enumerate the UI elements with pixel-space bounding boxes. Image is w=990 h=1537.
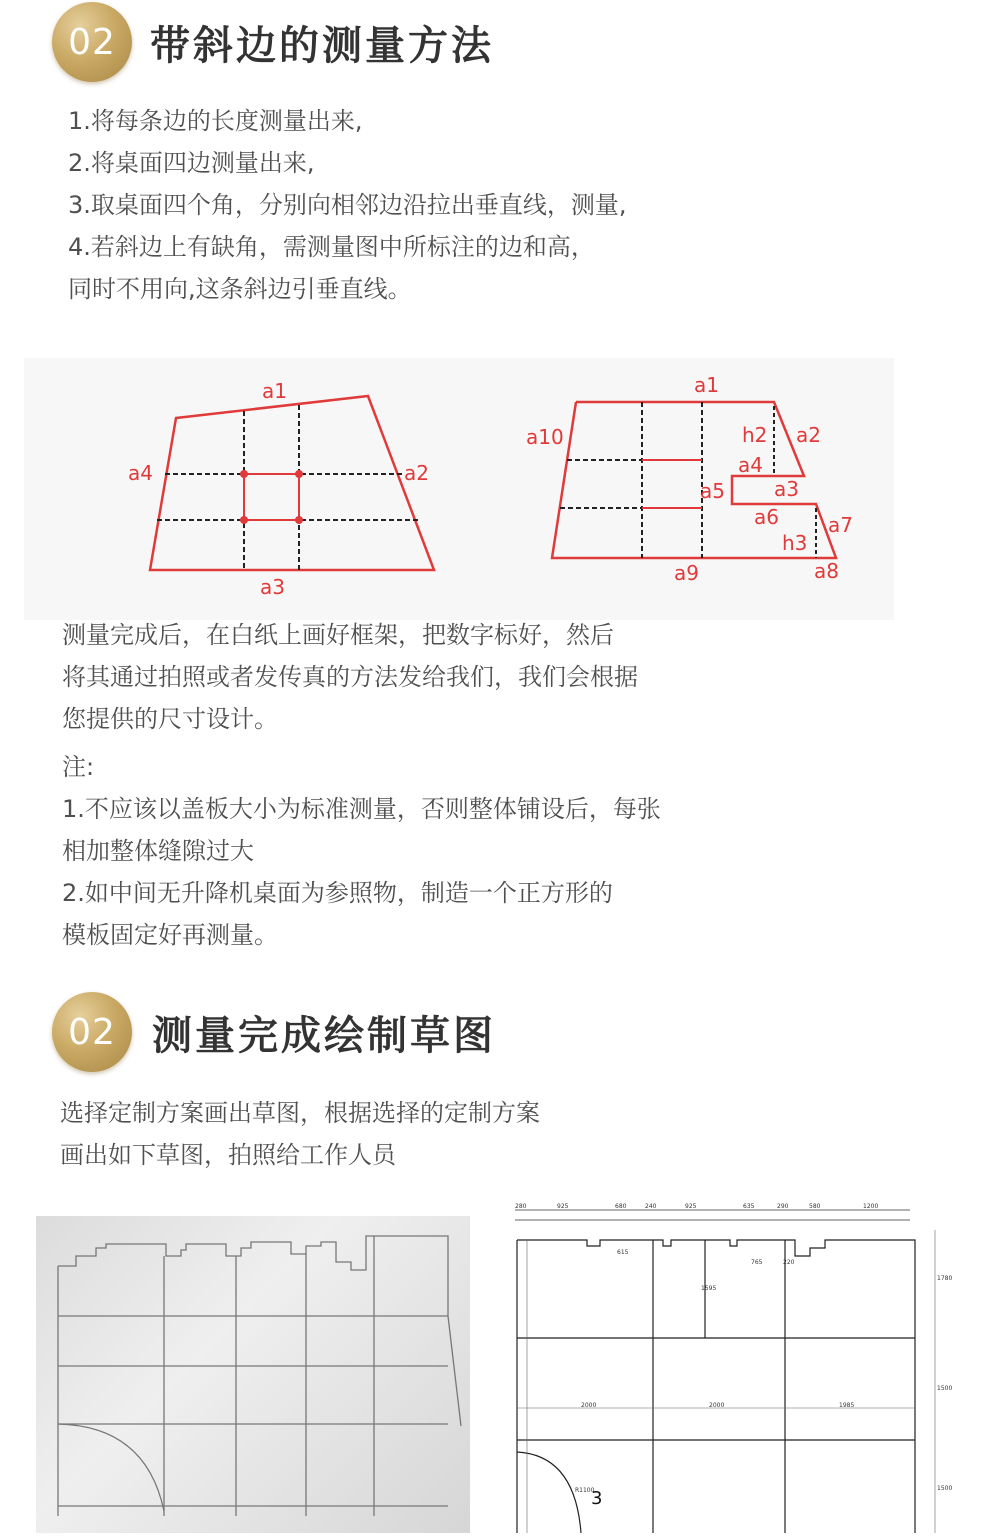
section-badge	[52, 992, 132, 1072]
step-line: 1.将每条边的长度测量出来,	[68, 107, 363, 135]
label-a1: a1	[262, 379, 287, 403]
step-line: 2.将桌面四边测量出来,	[68, 149, 315, 177]
right-dim: 1500	[937, 1385, 953, 1392]
label-a6: a6	[754, 505, 779, 529]
label-a10: a10	[526, 425, 564, 449]
label-a9: a9	[674, 561, 699, 585]
note-line: 1.不应该以盖板大小为标准测量，否则整体铺设后，每张	[62, 795, 661, 823]
top-dim: 925	[557, 1203, 569, 1210]
label-a2: a2	[404, 461, 429, 485]
cad-drawing-svg	[505, 1200, 957, 1533]
right-dim: 1500	[937, 1485, 953, 1492]
hand-sketch-drawing	[36, 1216, 470, 1533]
section-badge	[52, 2, 132, 82]
note-title: 注:	[62, 753, 95, 781]
top-dim: 580	[809, 1203, 821, 1210]
mid-dim: 1985	[839, 1402, 855, 1409]
note-line: 模板固定好再测量。	[62, 921, 278, 949]
sub-dim: 220	[783, 1259, 795, 1266]
diagram-panel	[24, 358, 894, 620]
section-title: 带斜边的测量方法	[150, 22, 494, 69]
radius-label: R1100	[575, 1487, 595, 1494]
hand-sketch-photo	[36, 1216, 470, 1533]
sketch-description	[60, 1092, 540, 1176]
step-line: 同时不用向,这条斜边引垂直线。	[68, 275, 412, 303]
label-a3: a3	[260, 575, 285, 599]
top-dim: 1200	[863, 1203, 879, 1210]
corner-number: 3	[591, 1488, 603, 1509]
mid-dim: 2000	[581, 1402, 597, 1409]
label-a2: a2	[796, 423, 821, 447]
label-a8: a8	[814, 559, 839, 583]
note-line: 相加整体缝隙过大	[62, 837, 254, 865]
right-dim: 1780	[937, 1275, 953, 1282]
label-a5: a5	[700, 479, 725, 503]
trapezoid-diagram	[24, 358, 464, 620]
vertical-dim: 1595	[701, 1285, 717, 1292]
mid-dim: 2000	[709, 1402, 725, 1409]
section-badge-number: 02	[68, 21, 116, 63]
label-a3: a3	[774, 477, 799, 501]
section-badge-number: 02	[68, 1011, 116, 1053]
label-h2: h2	[742, 423, 768, 447]
sub-dim: 765	[751, 1259, 763, 1266]
notched-diagram	[464, 358, 894, 620]
cad-drawing	[505, 1200, 957, 1533]
top-dim: 680	[615, 1203, 627, 1210]
label-a1: a1	[694, 373, 719, 397]
top-dim: 925	[685, 1203, 697, 1210]
paragraph-line: 测量完成后，在白纸上画好框架，把数字标好，然后	[62, 621, 614, 649]
top-dim: 290	[777, 1203, 789, 1210]
step-line: 4.若斜边上有缺角，需测量图中所标注的边和高，	[68, 233, 595, 261]
step-line: 3.取桌面四个角，分别向相邻边沿拉出垂直线，测量,	[68, 191, 627, 219]
section-title: 测量完成绘制草图	[152, 1012, 496, 1059]
measure-steps	[68, 100, 627, 310]
after-measure-text	[62, 614, 661, 956]
top-dim: 280	[515, 1203, 527, 1210]
top-dim: 635	[743, 1203, 755, 1210]
label-a4: a4	[128, 461, 153, 485]
sub-dim: 615	[617, 1249, 629, 1256]
label-a4: a4	[738, 453, 763, 477]
note-line: 2.如中间无升降机桌面为参照物，制造一个正方形的	[62, 879, 613, 907]
paragraph-line: 将其通过拍照或者发传真的方法发给我们，我们会根据	[62, 663, 638, 691]
paragraph-line: 您提供的尺寸设计。	[62, 705, 278, 733]
paragraph-line: 选择定制方案画出草图，根据选择的定制方案	[60, 1099, 540, 1127]
top-dim: 240	[645, 1203, 657, 1210]
label-h3: h3	[782, 531, 808, 555]
label-a7: a7	[828, 513, 853, 537]
paragraph-line: 画出如下草图，拍照给工作人员	[60, 1141, 396, 1169]
